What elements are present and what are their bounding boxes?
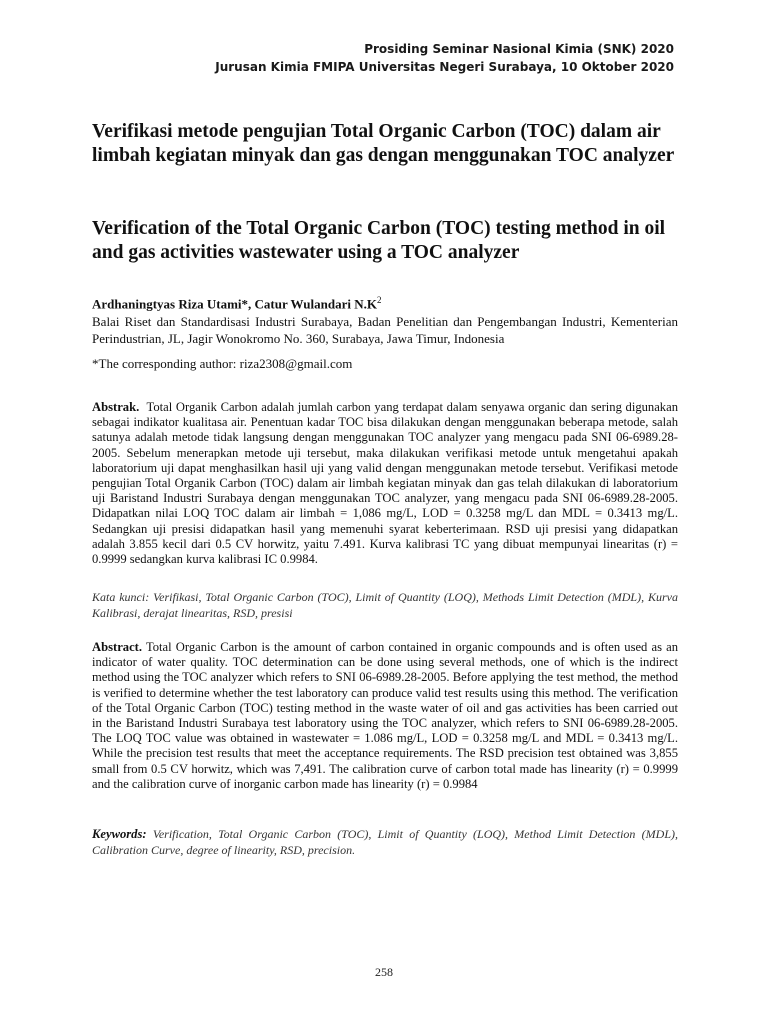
header-conference: Prosiding Seminar Nasional Kimia (SNK) 2020 (364, 42, 674, 56)
kata-kunci: Kata kunci: Verifikasi, Total Organic Carbon (TOC), Limit of Quantity (LOQ), Methods Limit Detection (MDL), Kurva Kalibrasi, derajat linearitas, RSD, presisi (92, 590, 678, 620)
abstrak-label: Abstrak. (92, 400, 140, 414)
abstract-text: Total Organic Carbon is the amount of carbon contained in organic compounds and is often used as an indicator of water quality. TOC determination can be done using several methods, one of which is the indirect method using the TOC analyzer which refers to SNI 06-6989.28-2005. Before applying the test method, the method is verified to determine whether the test laboratory can produce valid test results using this method. The verification of the Total Organic Carbon (TOC) testing method in the waste water of oil and gas activities has been carried out in the Baristand Industri Surabaya test laboratory using the TOC analyzer, which refers to SNI 06-6989.28-2005. The LOQ TOC value was obtained in wastewater = 1.086 mg/L, LOD = 0.3258 mg/L and MDL = 0.3413 mg/L. While the precision test results that meet the acceptance requirements. The RSD precision test obtained was 3,855 small from 0.5 CV horwitz, which was 7,491. The calibration curve of carbon total made has linearity (r) = 0.9999 and the calibration curve of inorganic carbon made has linearity (r) = 0.9984 (92, 640, 679, 791)
keywords (92, 826, 678, 858)
author-names: Ardhaningtyas Riza Utami*, Catur Wulandari N.K (92, 296, 377, 312)
running-header (215, 40, 674, 76)
keywords-label: Keywords: (92, 827, 147, 841)
abstrak-text: Total Organik Carbon adalah jumlah carbon yang terdapat dalam senyawa organic dan sering digunakan sebagai indikator kualitasa air. Penentuan kadar TOC bisa dilakukan dengan menggunakan beberapa metode, salah satunya adalah metode tidak langsung dengan menggunakan TOC analyzer yang mengacu pada SNI 06-6989.28-2005. Sebelum menerapkan metode uji tersebut, maka dilakukan verifikasi metode untuk mengetahui apakah laboratorium uji dapat menghasilkan hasil uji yang valid dengan menggunakan metode tersebut. Verifikasi metode pengujian Total Organik Carbon (TOC) dalam air limbah kegiatan minyak dan gas telah dilakukan di laboratorium uji Baristand Industri Surabaya dengan menggunakan TOC analyzer, yang mengacu pada SNI 06-6989.28-2005. Didapatkan nilai LOQ TOC dalam air limbah = 1,086 mg/L, LOD = 0.3258 mg/L dan MDL = 0.3413 mg/L. Sedangkan uji presisi didapatkan hasil yang memenuhi syarat keberterimaan. RSD uji presisi yang didapatkan adalah 3.855 kecil dari 0.5 CV horwitz, yaitu 7.491. Kurva kalibrasi TC yang dibuat mempunyai linearitas (r) = 0.9999 sedangkan kurva kalibrasi IC 0.9984. (92, 400, 678, 567)
title-indonesian: Verifikasi metode pengujian Total Organic Carbon (TOC) dalam air limbah kegiatan minyak dan gas dengan menggunakan TOC analyzer (92, 121, 675, 166)
corresponding-author: *The corresponding author: riza2308@gmail.com (92, 356, 353, 371)
author-superscript: 2 (376, 295, 382, 305)
page-number: 258 (375, 965, 393, 979)
abstrak-paragraph (92, 400, 678, 567)
keywords-text: Verification, Total Organic Carbon (TOC), Limit of Quantity (LOQ), Method Limit Detection (MDL), Calibration Curve, degree of linearity, RSD, precision. (92, 827, 679, 857)
title-english: Verification of the Total Organic Carbon (TOC) testing method in oil and gas activities wastewater using a TOC analyzer (92, 218, 666, 263)
header-department: Jurusan Kimia FMIPA Universitas Negeri Surabaya, 10 Oktober 2020 (215, 60, 674, 74)
author-affiliation: Balai Riset dan Standardisasi Industri Surabaya, Badan Penelitian dan Pengembangan Industri, Kementerian Perindustrian, JL, Jagir Wonokromo No. 360, Surabaya, Jawa Timur, Indonesia (92, 313, 678, 347)
abstract-paragraph (92, 640, 678, 792)
author-names-line (92, 292, 678, 313)
author-block (92, 292, 678, 348)
abstract-label: Abstract. (92, 640, 143, 654)
